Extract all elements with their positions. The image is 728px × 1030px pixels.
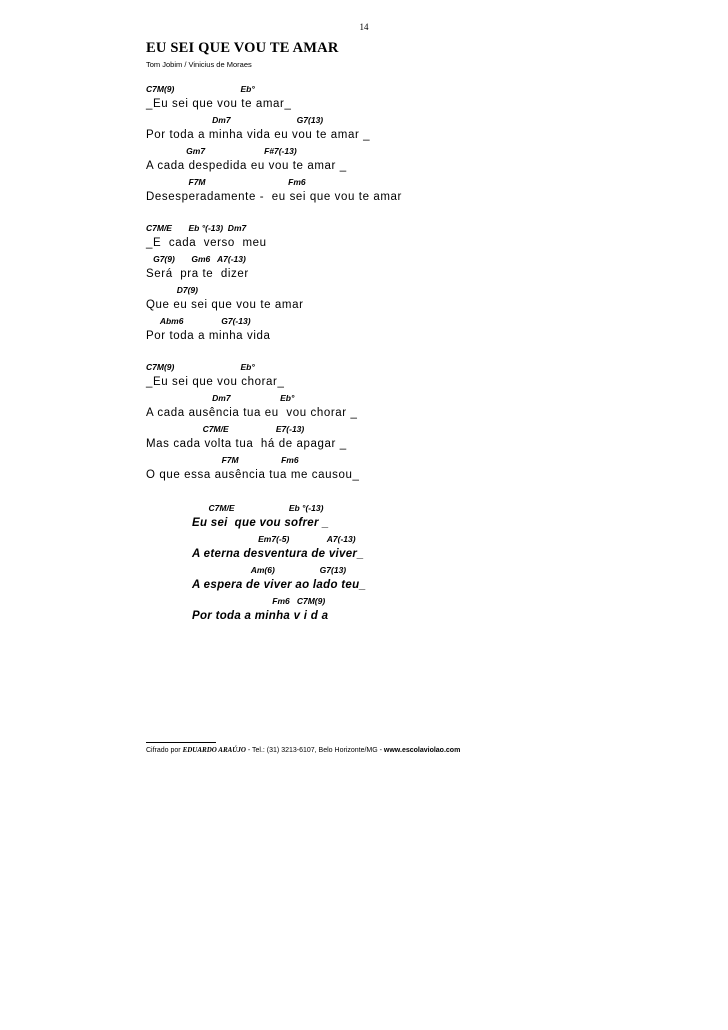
chord-line: Abm6 G7(-13) <box>146 316 251 326</box>
lyric-line: _E cada verso meu <box>146 237 267 249</box>
footer-website-link[interactable]: www.escolaviolao.com <box>383 747 461 754</box>
chord-line: C7M(9) Eb° <box>146 84 255 94</box>
chord-line: C7M(9) Eb° <box>146 362 255 372</box>
lyric-line: Será pra te dizer <box>146 268 249 280</box>
footer-credit <box>146 746 586 754</box>
lyric-line: _Eu sei que vou te amar_ <box>146 98 292 110</box>
lyric-line: Mas cada volta tua há de apagar _ <box>146 438 347 450</box>
song-sheet-body <box>146 40 586 641</box>
lyric-line: Por toda a minha vida <box>146 330 271 342</box>
chord-line: C7M/E E7(-13) <box>146 424 305 434</box>
chord-line: Am(6) G7(13) <box>192 565 347 575</box>
lyric-line: O que essa ausência tua me causou_ <box>146 469 360 481</box>
lyric-line: Eu sei que vou sofrer _ <box>192 517 329 529</box>
stanza-3 <box>146 361 586 484</box>
footer-prefix: Cifrado por <box>146 747 183 754</box>
lyric-line: Desesperadamente - eu sei que vou te amar <box>146 191 402 203</box>
page-footer <box>146 742 586 754</box>
stanza-1 <box>146 83 586 206</box>
stanza-4 <box>146 502 586 625</box>
chord-line: Dm7 Eb° <box>146 393 295 403</box>
composer-credit: Tom Jobim / Vinicius de Moraes <box>146 60 252 69</box>
chord-line: Gm7 F#7(-13) <box>146 146 297 156</box>
lyric-line: A cada ausência tua eu vou chorar _ <box>146 407 358 419</box>
chord-line: G7(9) Gm6 A7(-13) <box>146 254 246 264</box>
footer-author: EDUARDO ARAÚJO <box>182 746 246 754</box>
chord-line: Em7(-5) A7(-13) <box>192 534 356 544</box>
lyric-line: A cada despedida eu vou te amar _ <box>146 160 347 172</box>
page-title: EU SEI QUE VOU TE AMAR <box>146 40 339 56</box>
stanza-2 <box>146 222 586 345</box>
chord-line: Fm6 C7M(9) <box>192 596 326 606</box>
chord-line: F7M Fm6 <box>146 455 299 465</box>
footer-contact: - Tel.: (31) 3213-6107, Belo Horizonte/MG - <box>245 747 384 754</box>
lyric-line: _Eu sei que vou chorar_ <box>146 376 285 388</box>
lyric-line: A eterna desventura de viver_ <box>192 548 364 560</box>
chord-line: D7(9) <box>146 285 198 295</box>
chord-line: C7M/E Eb °(-13) Dm7 <box>146 223 247 233</box>
lyric-line: Por toda a minha v i d a <box>192 610 329 622</box>
lyric-line: A espera de viver ao lado teu_ <box>192 579 367 591</box>
chord-line: C7M/E Eb °(-13) <box>192 503 324 513</box>
chord-line: Dm7 G7(13) <box>146 115 324 125</box>
lyric-line: Por toda a minha vida eu vou te amar _ <box>146 129 371 141</box>
lyric-line: Que eu sei que vou te amar <box>146 299 304 311</box>
chord-line: F7M Fm6 <box>146 177 306 187</box>
footer-divider <box>146 742 216 743</box>
page-number: 14 <box>359 22 369 32</box>
